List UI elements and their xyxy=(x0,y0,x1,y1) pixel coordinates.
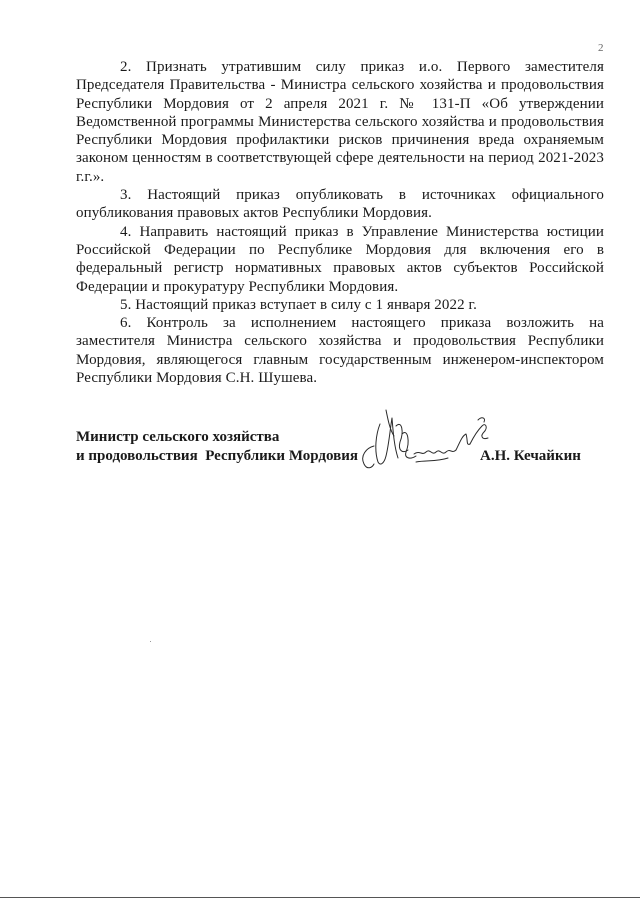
handwritten-signature xyxy=(356,406,494,478)
paragraph-4: 4. Направить настоящий приказ в Управление Министерства юстиции Российской Федерации по Республике Мордовия для включения его в федеральный регистр нормативных правовых актов субъектов Российской Федерации и прокуратуру Республики Мордовия. xyxy=(76,223,604,295)
paragraph-6: 6. Контроль за исполнением настоящего приказа возложить на заместителя Министра сельского хозяйства и продовольствия Республики Мордовия, являющегося главным государственным инженером-инспектором Республики Мордовия С.Н. Шушева. xyxy=(76,315,604,387)
scan-edge-line xyxy=(0,897,640,898)
page-number: 2 xyxy=(598,42,604,54)
signatory-name: А.Н. Кечайкин xyxy=(480,448,581,464)
paragraph-3: 3. Настоящий приказ опубликовать в источниках официального опубликования правовых актов Республики Мордовия. xyxy=(76,187,604,222)
document-body xyxy=(76,58,604,387)
signatory-title-line-1: Министр сельского хозяйства xyxy=(76,429,280,445)
paragraph-2: 2. Признать утратившим силу приказ и.о. Первого заместителя Председателя Правительства - Министра сельского хозяйства и продовольствия Республики Мордовия от 2 апреля 2021 г. № 131-П «Об утверждении Ведомственной программы Министерства сельского хозяйства и продовольствия Республики Мордовия профилактики рисков причинения вреда охраняемым законом ценностям в соответствующей сфере деятельности на период 2021-2023 г.г.». xyxy=(76,59,604,185)
signatory-title-line-2: и продовольствия Республики Мордовия xyxy=(76,448,358,464)
signatory-title xyxy=(76,428,358,466)
scan-speck xyxy=(150,641,151,642)
paragraph-5: 5. Настоящий приказ вступает в силу с 1 января 2022 г. xyxy=(120,296,477,313)
signature-block xyxy=(76,428,606,478)
